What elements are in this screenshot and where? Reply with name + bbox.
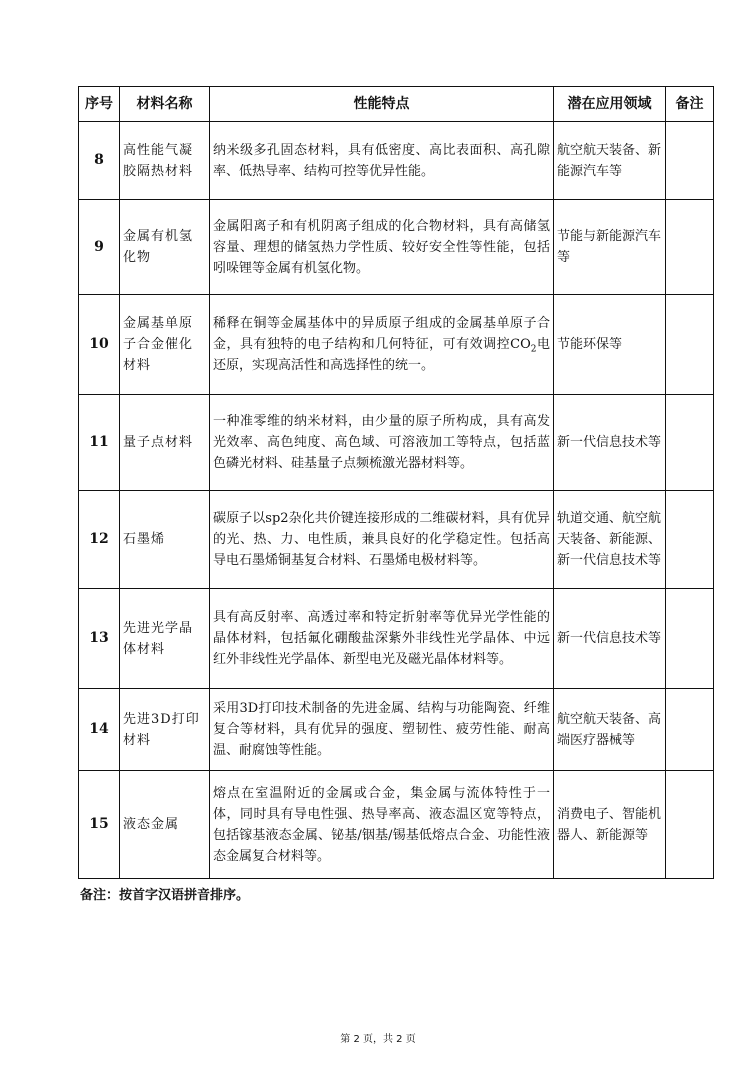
row-features xyxy=(210,295,554,395)
row-notes xyxy=(666,689,714,771)
row-applications: 航空航天装备、高端医疗器械等 xyxy=(554,689,666,771)
header-material-name: 材料名称 xyxy=(120,87,210,122)
row-seq: 14 xyxy=(79,689,120,771)
row-features: 采用3D打印技术制备的先进金属、结构与功能陶瓷、纤维复合等材料，具有优异的强度、塑韧性、疲劳性能、耐高温、耐腐蚀等性能。 xyxy=(210,689,554,771)
row-features: 一种准零维的纳米材料，由少量的原子所构成，具有高发光效率、高色纯度、高色域、可溶液加工等特点，包括蓝色磷光材料、硅基量子点频梳激光器材料等。 xyxy=(210,395,554,491)
features-subscript: 2 xyxy=(530,344,537,355)
row-features: 金属阳离子和有机阴离子组成的化合物材料，具有高储氢容量、理想的储氢热力学性质、较好安全性等性能，包括吲哚锂等金属有机氢化物。 xyxy=(210,200,554,295)
row-material-name: 量子点材料 xyxy=(120,395,210,491)
row-notes xyxy=(666,122,714,200)
row-material-name: 石墨烯 xyxy=(120,491,210,589)
table-row xyxy=(79,689,714,771)
row-material-name: 先进3D打印材料 xyxy=(120,689,210,771)
header-applications: 潜在应用领域 xyxy=(554,87,666,122)
row-notes xyxy=(666,295,714,395)
table-row xyxy=(79,200,714,295)
row-material-name: 高性能气凝胶隔热材料 xyxy=(120,122,210,200)
table-row xyxy=(79,395,714,491)
sort-note: 备注：按首字汉语拼音排序。 xyxy=(80,888,250,903)
row-applications: 航空航天装备、新能源汽车等 xyxy=(554,122,666,200)
row-features: 具有高反射率、高透过率和特定折射率等优异光学性能的晶体材料，包括氟化硼酸盐深紫外非线性光学晶体、中远红外非线性光学晶体、新型电光及磁光晶体材料等。 xyxy=(210,589,554,689)
row-applications: 消费电子、智能机器人、新能源等 xyxy=(554,771,666,879)
row-seq: 11 xyxy=(79,395,120,491)
header-features: 性能特点 xyxy=(210,87,554,122)
row-applications: 节能与新能源汽车等 xyxy=(554,200,666,295)
row-applications: 新一代信息技术等 xyxy=(554,395,666,491)
row-notes xyxy=(666,491,714,589)
row-seq: 8 xyxy=(79,122,120,200)
row-applications: 节能环保等 xyxy=(554,295,666,395)
page-footer: 第 2 页，共 2 页 xyxy=(340,1034,416,1045)
row-seq: 12 xyxy=(79,491,120,589)
row-features: 碳原子以sp2杂化共价键连接形成的二维碳材料，具有优异的光、热、力、电性质，兼具良好的化学稳定性。包括高导电石墨烯铜基复合材料、石墨烯电极材料等。 xyxy=(210,491,554,589)
table-row xyxy=(79,295,714,395)
features-text-pre: 稀释在铜等金属基体中的异质原子组成的金属基单原子合金，具有独特的电子结构和几何特征，可有效调控CO xyxy=(213,316,550,352)
row-applications: 新一代信息技术等 xyxy=(554,589,666,689)
row-seq: 15 xyxy=(79,771,120,879)
features-text-post: 电还原，实现高活性和高选择性的统一。 xyxy=(213,337,550,373)
row-notes xyxy=(666,395,714,491)
row-features: 纳米级多孔固态材料，具有低密度、高比表面积、高孔隙率、低热导率、结构可控等优异性能。 xyxy=(210,122,554,200)
materials-table xyxy=(78,86,714,879)
header-seq: 序号 xyxy=(79,87,120,122)
row-seq: 10 xyxy=(79,295,120,395)
table-row xyxy=(79,122,714,200)
row-applications: 轨道交通、航空航天装备、新能源、新一代信息技术等 xyxy=(554,491,666,589)
row-notes xyxy=(666,589,714,689)
row-material-name: 金属有机氢化物 xyxy=(120,200,210,295)
row-seq: 9 xyxy=(79,200,120,295)
row-features: 熔点在室温附近的金属或合金，集金属与流体特性于一体，同时具有导电性强、热导率高、液态温区宽等特点，包括镓基液态金属、铋基/铟基/锡基低熔点合金、功能性液态金属复合材料等。 xyxy=(210,771,554,879)
row-notes xyxy=(666,200,714,295)
row-seq: 13 xyxy=(79,589,120,689)
table-row xyxy=(79,589,714,689)
table-header-row xyxy=(79,87,714,122)
table-row xyxy=(79,491,714,589)
row-material-name: 金属基单原子合金催化材料 xyxy=(120,295,210,395)
row-notes xyxy=(666,771,714,879)
header-notes: 备注 xyxy=(666,87,714,122)
row-material-name: 液态金属 xyxy=(120,771,210,879)
row-material-name: 先进光学晶体材料 xyxy=(120,589,210,689)
table-row xyxy=(79,771,714,879)
